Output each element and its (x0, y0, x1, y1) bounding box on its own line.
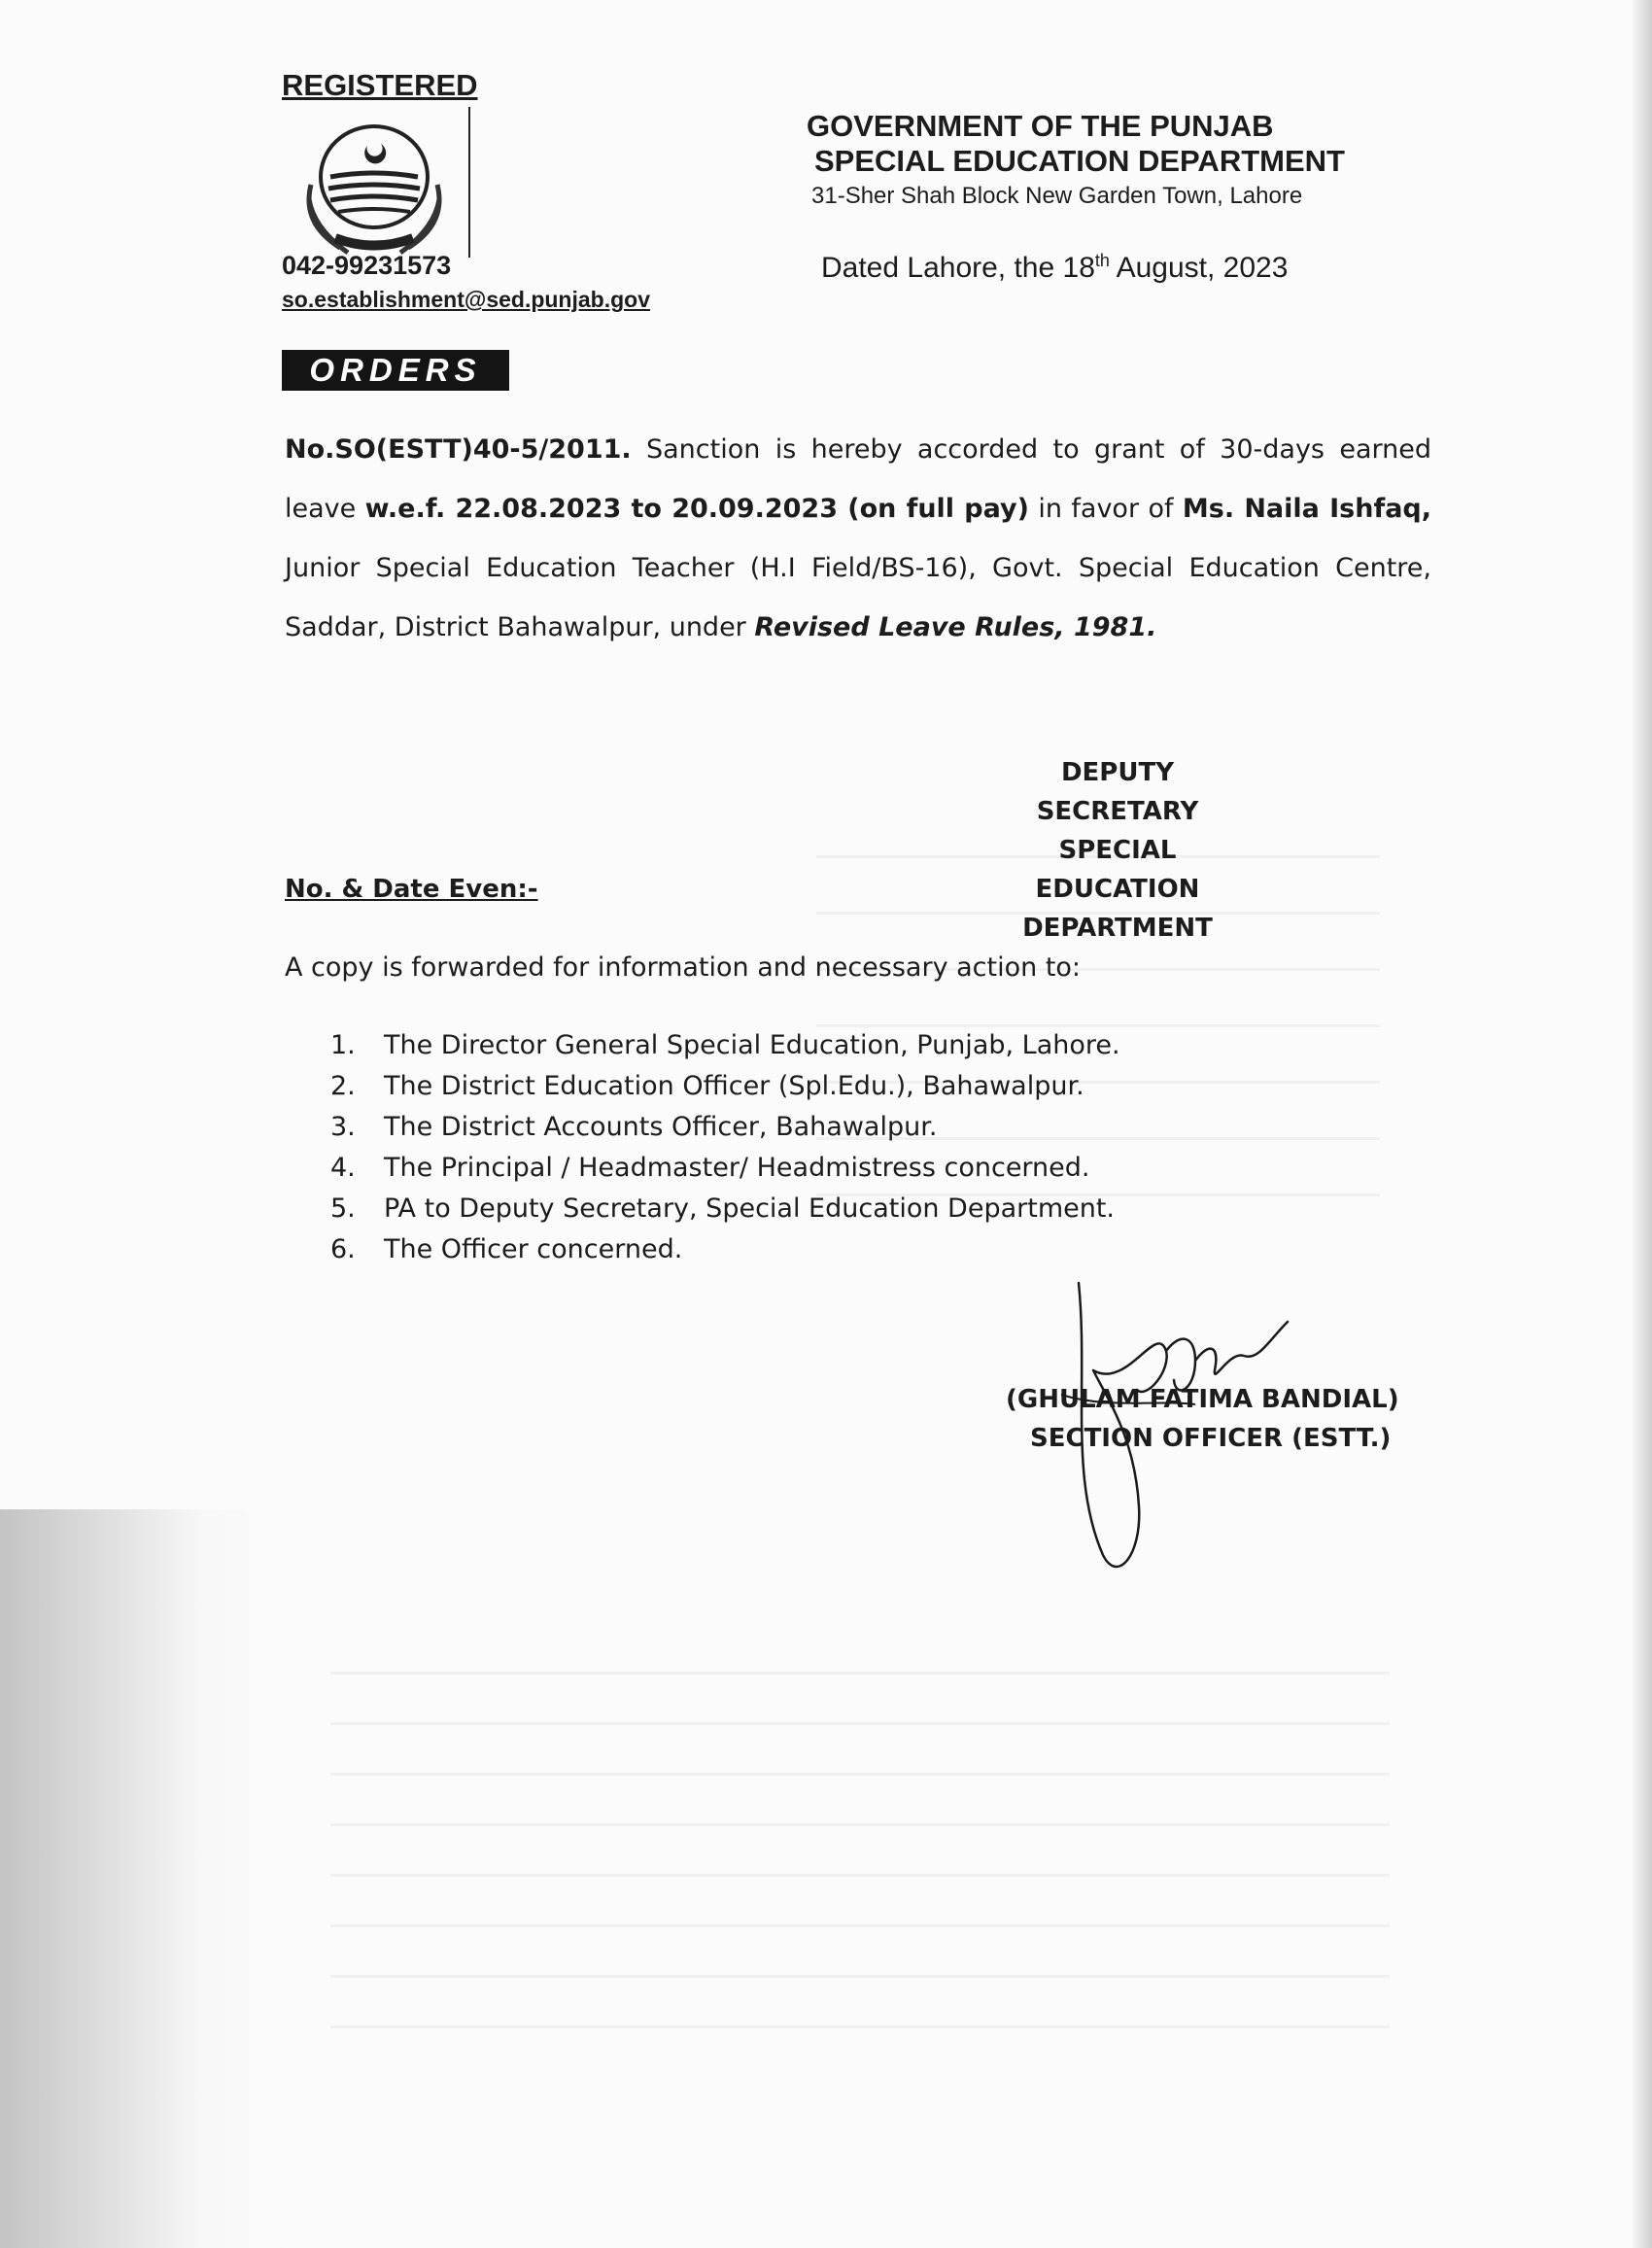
list-item: 5. PA to Deputy Secretary, Special Education Department. (330, 1193, 1116, 1224)
forward-text: A copy is forwarded for information and necessary action to: (285, 952, 1082, 983)
department-address: 31-Sher Shah Block New Garden Town, Lahore (811, 183, 1303, 209)
order-number: No.SO(ESTT)40-5/2011. (285, 434, 632, 465)
deputy-line-1: DEPUTY SECRETARY (1036, 758, 1199, 826)
dated-prefix: Dated Lahore, the 18 (821, 252, 1095, 284)
dated-suffix: August, 2023 (1109, 252, 1289, 284)
list-item: 3. The District Accounts Officer, Bahawalpur. (330, 1112, 938, 1142)
deputy-secretary-block (1011, 753, 1224, 948)
employee-name: Ms. Naila Ishfaq, (1182, 494, 1431, 524)
order-text-1: Sanction is hereby accorded to grant of 30-days earned leave (285, 434, 1431, 524)
scan-edge (1633, 0, 1652, 2248)
list-item: 1. The Director General Special Education, Punjab, Lahore. (330, 1030, 1120, 1060)
deputy-line-3: DEPARTMENT (1022, 914, 1213, 943)
order-text-3: Junior Special Education Teacher (H.I Field/BS-16), Govt. Special Education Centre, Saddar, District Bahawalpur, under (285, 553, 1431, 642)
dated-line (821, 251, 1288, 285)
scan-shadow (0, 1509, 292, 2248)
no-date-even: No. & Date Even:- (285, 875, 538, 904)
government-title: GOVERNMENT OF THE PUNJAB (807, 109, 1274, 143)
phone-number: 042-99231573 (282, 251, 452, 280)
signatory-title: SECTION OFFICER (ESTT.) (1030, 1424, 1392, 1453)
registered-label: REGISTERED (282, 68, 478, 102)
dated-ordinal: th (1094, 251, 1110, 270)
list-item: 2. The District Education Officer (Spl.Edu.), Bahawalpur. (330, 1071, 1084, 1101)
handwritten-signature (1050, 1263, 1302, 1584)
department-title: SPECIAL EDUCATION DEPARTMENT (814, 144, 1345, 178)
order-text-2: in favor of (1028, 494, 1183, 524)
order-paragraph (285, 420, 1431, 657)
signatory-name: (GHULAM FATIMA BANDIAL) (1006, 1385, 1399, 1414)
leave-rules: Revised Leave Rules, 1981. (754, 612, 1157, 642)
bleed-through (330, 1672, 1390, 2041)
email-address: so.establishment@sed.punjab.gov (282, 287, 650, 312)
punjab-government-emblem (292, 117, 457, 262)
orders-heading: ORDERS (282, 350, 509, 391)
header-divider (468, 107, 470, 258)
leave-dates: w.e.f. 22.08.2023 to 20.09.2023 (on full pay) (364, 494, 1029, 524)
list-item: 6. The Officer concerned. (330, 1234, 683, 1264)
copy-to-list (330, 1025, 1120, 1270)
list-item: 4. The Principal / Headmaster/ Headmistress concerned. (330, 1153, 1090, 1183)
deputy-line-2: SPECIAL EDUCATION (1035, 836, 1200, 904)
